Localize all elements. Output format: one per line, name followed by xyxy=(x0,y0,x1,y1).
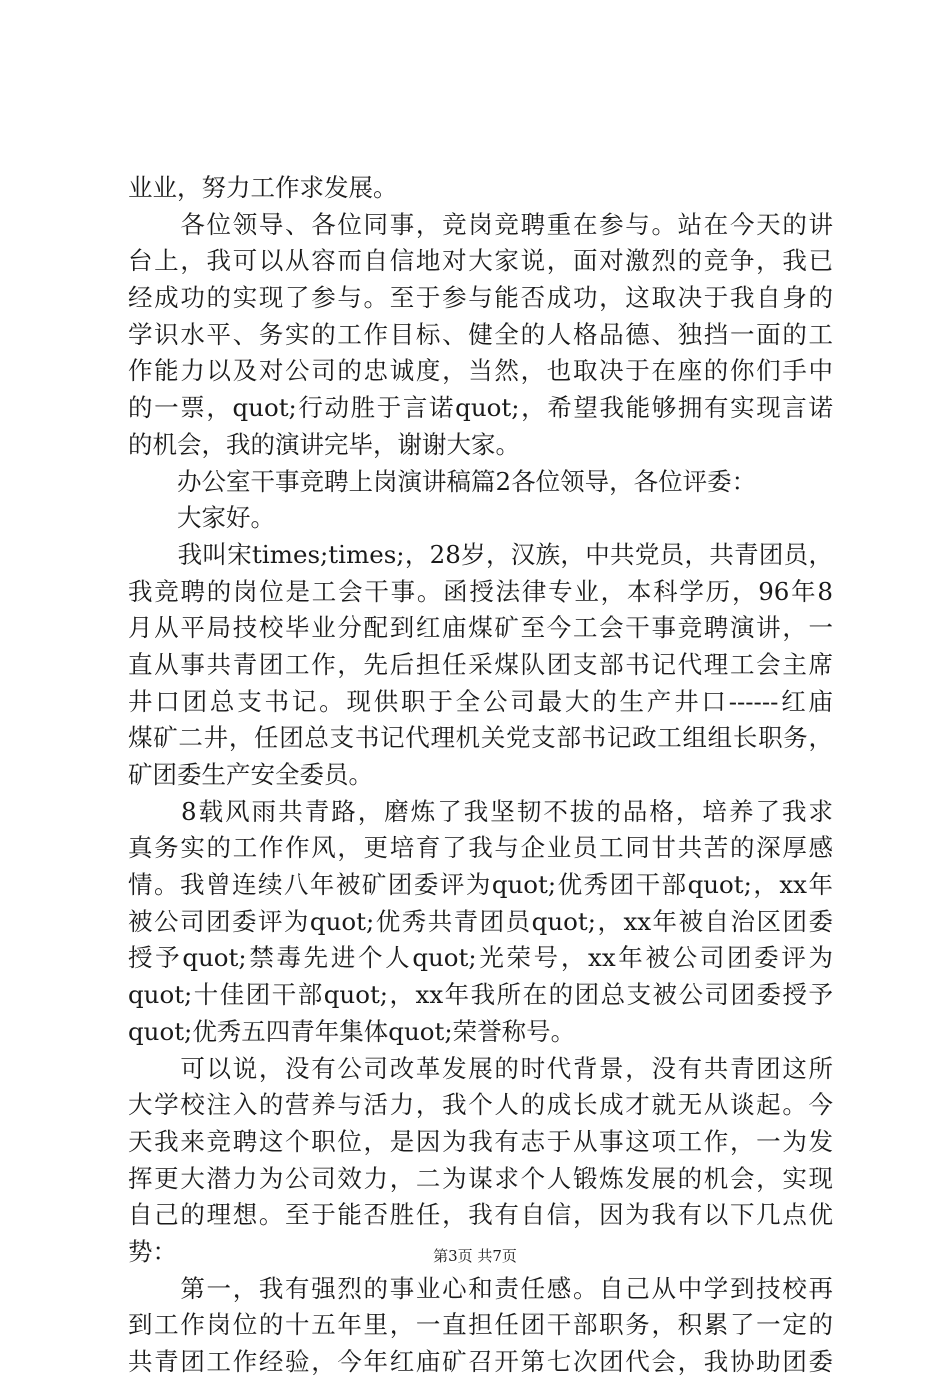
text-line: 到工作岗位的十五年里，一直担任团干部职务，积累了一定的 xyxy=(128,1310,833,1340)
text-line: 自己的理想。至于能否胜任，我有自信，因为我有以下几点优 xyxy=(128,1200,833,1230)
text-line: 势： xyxy=(128,1236,177,1266)
text-line: 矿团委生产安全委员。 xyxy=(128,760,373,789)
text-line: 井口团总支书记。现供职于全公司最大的生产井口------红庙 xyxy=(128,686,833,716)
text-line: 挥更大潜力为公司效力，二为谋求个人锻炼发展的机会，实现 xyxy=(128,1163,833,1193)
text-line: 第一，我有强烈的事业心和责任感。自己从中学到技校再 xyxy=(128,1273,833,1303)
text-line: 月从平局技校毕业分配到红庙煤矿至今工会干事竞聘演讲，一 xyxy=(128,613,833,643)
text-line: 台上，我可以从容而自信地对大家说，面对激烈的竞争，我已 xyxy=(128,246,833,276)
text-line: 真务实的工作作风，更培育了我与企业员工同甘共苦的深厚感 xyxy=(128,833,833,863)
text-line: 天我来竞聘这个职位，是因为我有志于从事这项工作，一为发 xyxy=(128,1126,833,1156)
text-line: 办公室干事竞聘上岗演讲稿篇2各位领导，各位评委： xyxy=(128,466,757,496)
text-line: quot;优秀五四青年集体quot;荣誉称号。 xyxy=(128,1016,576,1046)
text-line: 情。我曾连续八年被矿团委评为quot;优秀团干部quot;，xx年 xyxy=(128,870,833,900)
text-line: 大学校注入的营养与活力，我个人的成长成才就无从谈起。今 xyxy=(128,1090,833,1120)
text-line: 的机会，我的演讲完毕，谢谢大家。 xyxy=(128,429,520,459)
document-body xyxy=(128,170,833,1381)
text-line: 我竞聘的岗位是工会干事。函授法律专业，本科学历，96年8 xyxy=(128,576,833,606)
text-line: 大家好。 xyxy=(128,503,275,533)
text-line: 我叫宋times;times;，28岁，汉族，中共党员，共青团员， xyxy=(128,539,833,569)
text-line: 作能力以及对公司的忠诚度，当然，也取决于在座的你们手中 xyxy=(128,356,833,386)
text-line: 共青团工作经验，今年红庙矿召开第七次团代会，我协助团委 xyxy=(128,1347,833,1376)
text-line: 8载风雨共青路，磨炼了我坚韧不拔的品格，培养了我求 xyxy=(128,796,833,826)
text-line: 直从事共青团工作，先后担任采煤队团支部书记代理工会主席 xyxy=(128,649,833,679)
text-line: 可以说，没有公司改革发展的时代背景，没有共青团这所 xyxy=(128,1053,833,1083)
text-line: 被公司团委评为quot;优秀共青团员quot;，xx年被自治区团委 xyxy=(128,906,833,936)
text-line: 业业，努力工作求发展。 xyxy=(128,173,398,202)
text-line: 的一票，quot;行动胜于言诺quot;，希望我能够拥有实现言诺 xyxy=(128,393,833,423)
text-line: quot;十佳团干部quot;，xx年我所在的团总支被公司团委授予 xyxy=(128,980,833,1010)
text-line: 授予quot;禁毒先进个人quot;光荣号，xx年被公司团委评为 xyxy=(128,943,833,973)
text-line: 学识水平、务实的工作目标、健全的人格品德、独挡一面的工 xyxy=(128,319,833,349)
text-line: 各位领导、各位同事，竞岗竞聘重在参与。站在今天的讲 xyxy=(128,209,833,239)
page-footer: 第3页 共7页 xyxy=(433,1247,517,1265)
text-line: 经成功的实现了参与。至于参与能否成功，这取决于我自身的 xyxy=(128,283,833,313)
text-line: 煤矿二井，任团总支书记代理机关党支部书记政工组组长职务， xyxy=(128,723,833,753)
